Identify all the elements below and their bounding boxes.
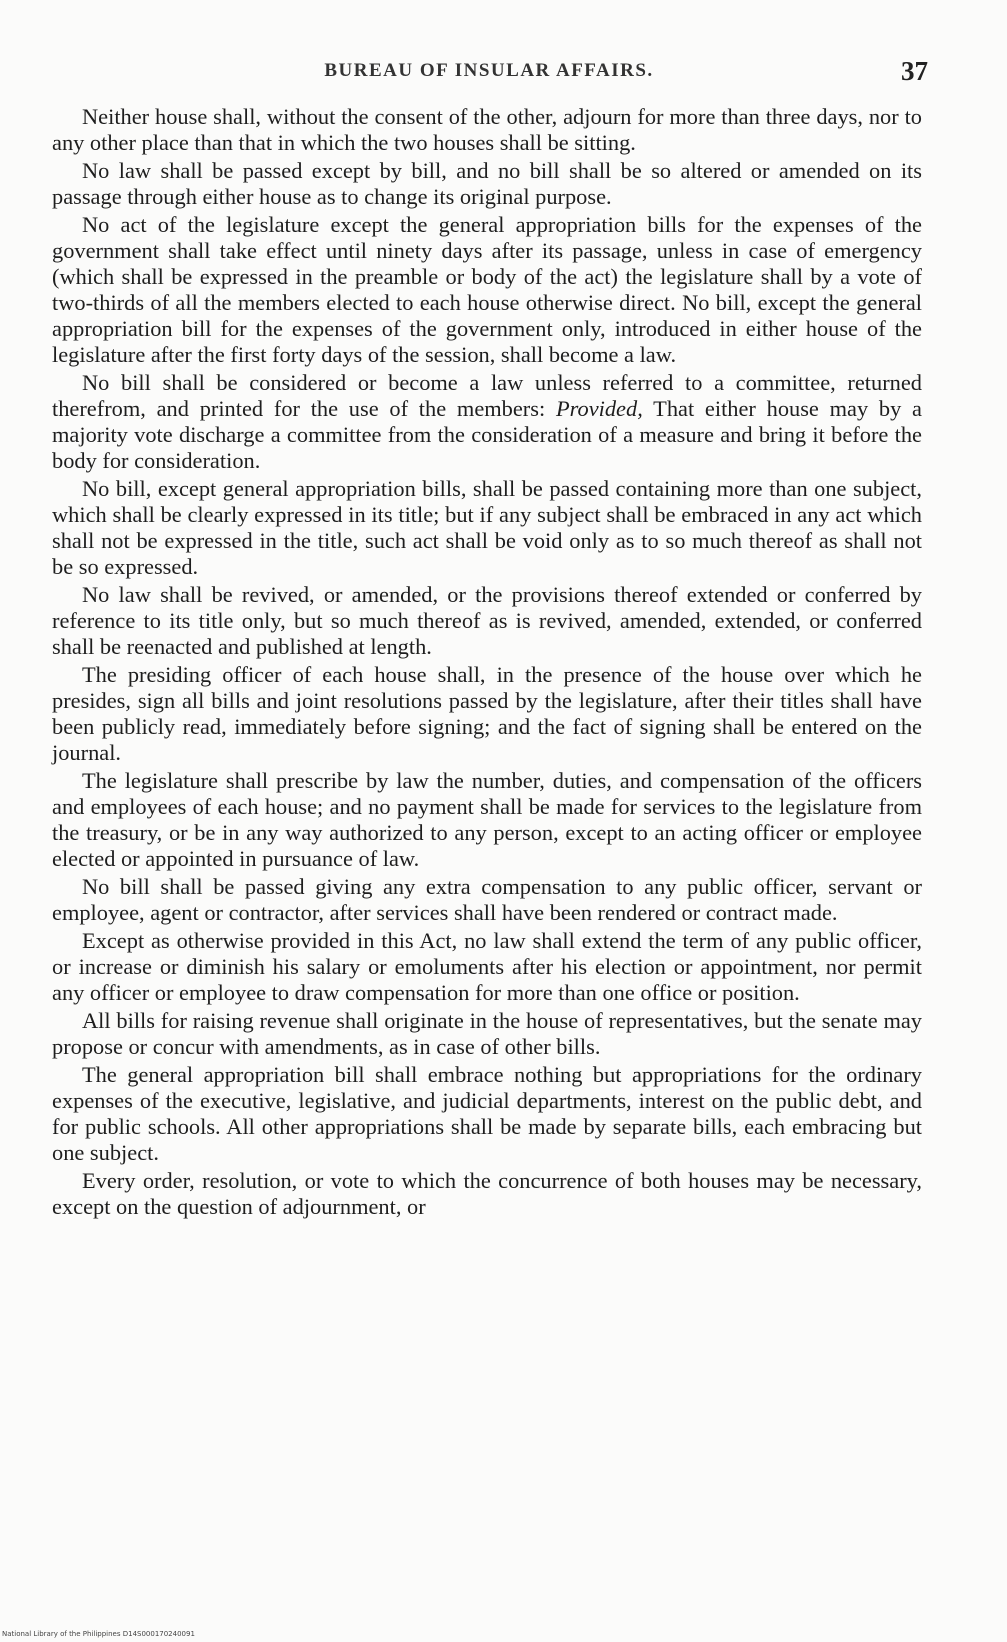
paragraph-revenue-bills: All bills for raising revenue shall originate in the house of representatives, but the senate may propose or concur with amendments, as in case of other bills. (52, 1008, 922, 1059)
paragraph-committee-referral (52, 370, 922, 474)
paragraph-orders-resolutions: Every order, resolution, or vote to which the concurrence of both houses may be necessary, except on the question of adjournment, or (52, 1168, 922, 1219)
page-header (50, 56, 928, 90)
page-number: 37 (901, 56, 928, 86)
committee-referral-text: No bill shall be considered or become a law unless referred to a committee, returned therefrom, and printed for the use of the members: (52, 370, 922, 421)
paragraph-bill-passage: No law shall be passed except by bill, and no bill shall be so altered or amended on its passage through either house as to change its original purpose. (52, 158, 922, 209)
provided-word: Provided, (555, 396, 643, 421)
paragraph-adjournment: Neither house shall, without the consent of the other, adjourn for more than three days, nor to any other place than that in which the two houses shall be sitting. (52, 104, 922, 155)
body-text (52, 104, 922, 1220)
paragraph-officers: The legislature shall prescribe by law the number, duties, and compensation of the officers and employees of each house; and no payment shall be made for services to the legislature from the treasury, or be in any way authorized to any person, except to an acting officer or employee elected or appointed in pursuance of law. (52, 768, 922, 871)
paragraph-appropriation-bill: The general appropriation bill shall embrace nothing but appropriations for the ordinary expenses of the executive, legislative, and judicial departments, interest on the public debt, and for public schools. All other appropriations shall be made by separate bills, each embracing but one subject. (52, 1062, 922, 1165)
paragraph-signing: The presiding officer of each house shall, in the presence of the house over which he presides, sign all bills and joint resolutions passed by the legislature, after their titles shall have been publicly read, immediately before signing; and the fact of signing shall be entered on the journal. (52, 662, 922, 765)
paragraph-extra-compensation: No bill shall be passed giving any extra compensation to any public officer, servant or employee, agent or contractor, after services shall have been rendered or contract made. (52, 874, 922, 925)
paragraph-term-of-office: Except as otherwise provided in this Act, no law shall extend the term of any public officer, or increase or diminish his salary or emoluments after his election or appointment, nor permit any officer or employee to draw compensation for more than one office or position. (52, 928, 922, 1005)
library-stamp: National Library of the Philippines D14S000170240091 (2, 1630, 195, 1638)
paragraph-effective-date: No act of the legislature except the general appropriation bills for the expenses of the government shall take effect until ninety days after its passage, unless in case of emergency (which shall be expressed in the preamble or body of the act) the legislature shall by a vote of two-thirds of all the members elected to each house otherwise direct. No bill, except the general appropriation bill for the expenses of the government only, introduced in either house of the legislature after the first forty days of the session, shall become a law. (52, 212, 922, 367)
provided-clause: That either house may by a majority vote discharge a committee from the consideration of a measure and bring it before the body for consideration. (52, 396, 922, 473)
paragraph-revival: No law shall be revived, or amended, or the provisions thereof extended or conferred by reference to its title only, but so much thereof as is revived, amended, extended, or conferred shall be reenacted and published at length. (52, 582, 922, 659)
paragraph-single-subject: No bill, except general appropriation bills, shall be passed containing more than one subject, which shall be clearly expressed in its title; but if any subject shall be embraced in any act which shall not be expressed in the title, such act shall be void only as to so much thereof as shall not be so expressed. (52, 476, 922, 579)
running-head: BUREAU OF INSULAR AFFAIRS. (324, 60, 654, 81)
